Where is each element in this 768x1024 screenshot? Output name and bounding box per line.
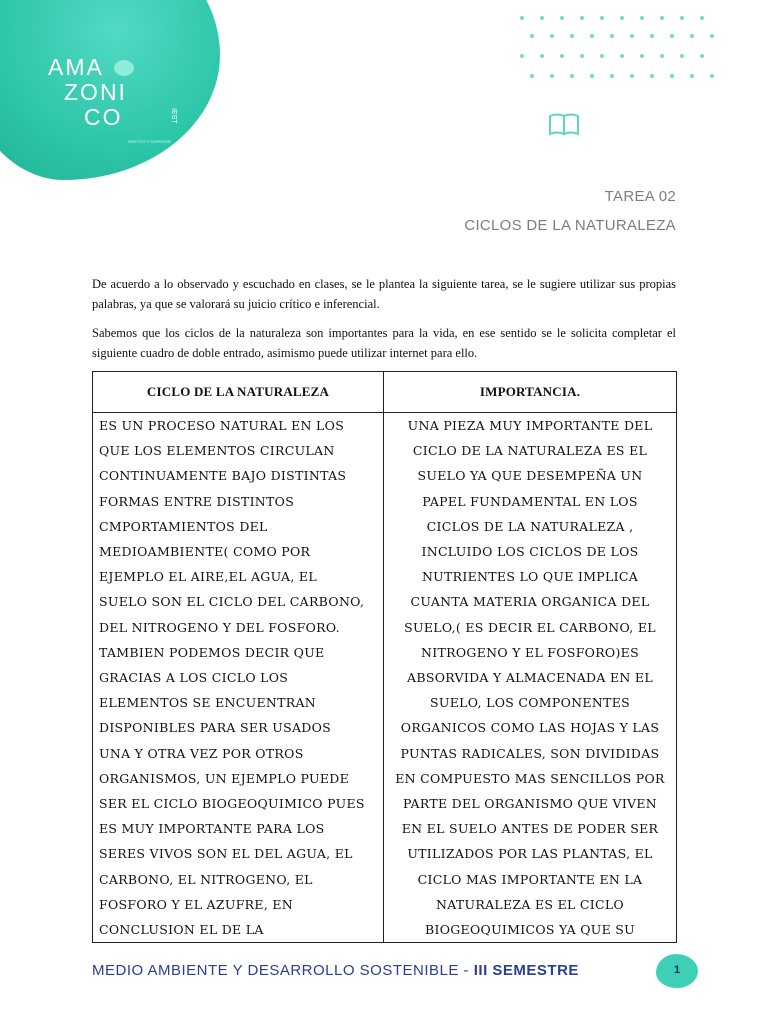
logo-line-1: AMA: [48, 54, 104, 80]
importancia-text-line: EN EL SUELO ANTES DE PODER SER: [401, 821, 659, 837]
importancia-text-line: CICLO DE LA NATURALEZA ES EL: [412, 443, 648, 459]
importancia-text-line: ABSORVIDA Y ALMACENADA EN EL: [407, 670, 653, 686]
decorative-dot: [530, 34, 534, 38]
decorative-dot: [670, 74, 674, 78]
footer-semester: III SEMESTRE: [473, 962, 579, 979]
importancia-text-line: PARTE DEL ORGANISMO QUE VIVEN: [402, 796, 658, 812]
instructions-paragraph-2: Sabemos que los ciclos de la naturaleza son importantes para la vida, en ese sentido se le solicita completar el siguiente cuadro de doble entrado, asimismo puede utilizar internet para ello.: [92, 326, 676, 360]
brand-logo: [48, 54, 188, 144]
decorative-dot: [680, 16, 684, 20]
decorative-dot: [590, 74, 594, 78]
decorative-dot: [670, 34, 674, 38]
importancia-text-line: SUELO YA QUE DESEMPEÑA UN: [417, 468, 643, 484]
decorative-dot: [610, 74, 614, 78]
decorative-dot: [710, 74, 714, 78]
decorative-dot: [600, 16, 604, 20]
ciclo-text-line: FORMAS ENTRE DISTINTOS: [99, 493, 295, 509]
logo-vertical-tag: IEST: [170, 108, 177, 124]
importancia-text-line: UNA PIEZA MUY IMPORTANTE DEL: [407, 418, 653, 433]
page-number: 1: [673, 964, 681, 976]
ciclo-text-line: DISPONIBLES PARA SER USADOS: [99, 720, 332, 736]
ciclo-text-line: SERES VIVOS SON EL DEL AGUA, EL: [99, 846, 353, 862]
page-number-badge: [656, 954, 698, 988]
decorative-dot: [630, 74, 634, 78]
ciclo-text-line: SER EL CICLO BIOGEOQUIMICO PUES: [99, 796, 365, 812]
decorative-dot: [630, 34, 634, 38]
decorative-dot: [640, 16, 644, 20]
decorative-dot: [520, 16, 524, 20]
cycles-table: [92, 371, 677, 943]
importancia-text-line: SUELO,( ES DECIR EL CARBONO, EL: [404, 619, 656, 635]
decorative-dot: [690, 34, 694, 38]
importancia-text-line: PUNTAS RADICALES, SON DIVIDIDAS: [400, 745, 660, 761]
decorative-dot: [650, 74, 654, 78]
importancia-text-line: NUTRIENTES LO QUE IMPLICA: [421, 569, 639, 585]
importancia-text-line: SUELO, LOS COMPONENTES: [430, 695, 630, 711]
decorative-dot: [680, 54, 684, 58]
decorative-dot: [560, 54, 564, 58]
ciclo-text-line: ELEMENTOS SE ENCUENTRAN: [99, 695, 317, 711]
logo-line-2: ZONI: [64, 79, 127, 105]
decorative-dot: [550, 34, 554, 38]
ciclo-text-line: QUE LOS ELEMENTOS CIRCULAN: [99, 443, 335, 459]
table-header-row: [93, 372, 677, 413]
ciclo-text-line: TAMBIEN PODEMOS DECIR QUE: [99, 644, 325, 660]
ciclo-text-line: UNA Y OTRA VEZ POR OTROS: [99, 745, 304, 761]
page-title: CICLOS DE LA NATURALEZA: [464, 217, 676, 234]
decorative-dot: [640, 54, 644, 58]
ciclo-text-line: MEDIOAMBIENTE( COMO POR: [99, 544, 311, 560]
importancia-cell[interactable]: [384, 413, 677, 943]
ciclo-text-line: ES MUY IMPORTANTE PARA LOS: [99, 821, 325, 837]
footer-course: MEDIO AMBIENTE Y DESARROLLO SOSTENIBLE: [92, 962, 459, 979]
instructions-paragraph-1: De acuerdo a lo observado y escuchado en clases, se le plantea la siguiente tarea, se le sugiere utilizar sus propias palabras, ya que se valorará su juicio crítico e inferencial.: [92, 277, 676, 311]
decorative-dot: [540, 54, 544, 58]
ciclo-text-line: ES UN PROCESO NATURAL EN LOS: [99, 418, 345, 433]
decorative-dot: [550, 74, 554, 78]
task-number: TAREA 02: [604, 188, 676, 205]
ciclo-text-line: CMPORTAMIENTOS DEL: [99, 518, 268, 534]
importancia-text-line: CICLOS DE LA NATURALEZA ,: [426, 518, 634, 534]
ciclo-text-line: GRACIAS A LOS CICLO LOS: [99, 670, 289, 686]
decorative-dot: [710, 34, 714, 38]
decorative-dot: [610, 34, 614, 38]
decorative-dot: [590, 34, 594, 38]
decorative-dot: [560, 16, 564, 20]
logo-tagline: INSTITUTO SUPERIOR: [128, 139, 172, 144]
ciclo-text-line: DEL NITROGENO Y DEL FOSFORO.: [99, 619, 340, 635]
table-row: [93, 413, 677, 943]
importancia-text-line: ORGANICOS COMO LAS HOJAS Y LAS: [400, 720, 660, 736]
ciclo-cell[interactable]: [93, 413, 384, 943]
decorative-dot: [700, 16, 704, 20]
decorative-dot: [530, 74, 534, 78]
decorative-dot: [580, 16, 584, 20]
decorative-dot: [650, 34, 654, 38]
importancia-text-line: UTILIZADOS POR LAS PLANTAS, EL: [407, 846, 653, 862]
decorative-dot-grid: [516, 16, 726, 90]
decorative-dot: [620, 54, 624, 58]
logo-bubble-icon: [114, 60, 134, 76]
footer: [92, 962, 579, 979]
ciclo-text-line: CONCLUSION EL DE LA: [99, 922, 264, 938]
decorative-dot: [700, 54, 704, 58]
decorative-dot: [690, 74, 694, 78]
importancia-text-line: EN COMPUESTO MAS SENCILLOS POR: [395, 770, 665, 786]
importancia-text-line: BIOGEOQUIMICOS YA QUE SU: [425, 922, 635, 938]
decorative-dot: [620, 16, 624, 20]
decorative-dot: [540, 16, 544, 20]
decorative-dot: [580, 54, 584, 58]
decorative-dot: [520, 54, 524, 58]
ciclo-text-line: ORGANISMOS, UN EJEMPLO PUEDE: [99, 770, 350, 786]
ciclo-text-line: EJEMPLO EL AIRE,EL AGUA, EL: [99, 569, 317, 585]
importancia-text-line: NITROGENO Y EL FOSFORO)ES: [421, 644, 639, 660]
column-header-ciclo: CICLO DE LA NATURALEZA: [93, 372, 384, 413]
column-header-importancia: IMPORTANCIA.: [384, 372, 677, 413]
importancia-text-line: INCLUIDO LOS CICLOS DE LOS: [421, 544, 639, 560]
importancia-text-line: NATURALEZA ES EL CICLO: [436, 896, 624, 912]
importancia-text-line: PAPEL FUNDAMENTAL EN LOS: [422, 493, 638, 509]
decorative-dot: [570, 74, 574, 78]
importancia-text-line: CICLO MAS IMPORTANTE EN LA: [417, 871, 643, 887]
footer-separator: -: [458, 962, 474, 979]
decorative-dot: [570, 34, 574, 38]
ciclo-text-line: CARBONO, EL NITROGENO, EL: [99, 871, 313, 887]
decorative-dot: [660, 16, 664, 20]
ciclo-text-line: CONTINUAMENTE BAJO DISTINTAS: [99, 468, 347, 484]
ciclo-text-line: SUELO SON EL CICLO DEL CARBONO,: [99, 594, 365, 610]
decorative-dot: [660, 54, 664, 58]
logo-line-3: CO: [84, 104, 123, 130]
ciclo-text-line: FOSFORO Y EL AZUFRE, EN: [99, 896, 294, 912]
book-icon: [548, 112, 580, 136]
decorative-dot: [600, 54, 604, 58]
importancia-text-line: CUANTA MATERIA ORGANICA DEL: [410, 594, 650, 610]
